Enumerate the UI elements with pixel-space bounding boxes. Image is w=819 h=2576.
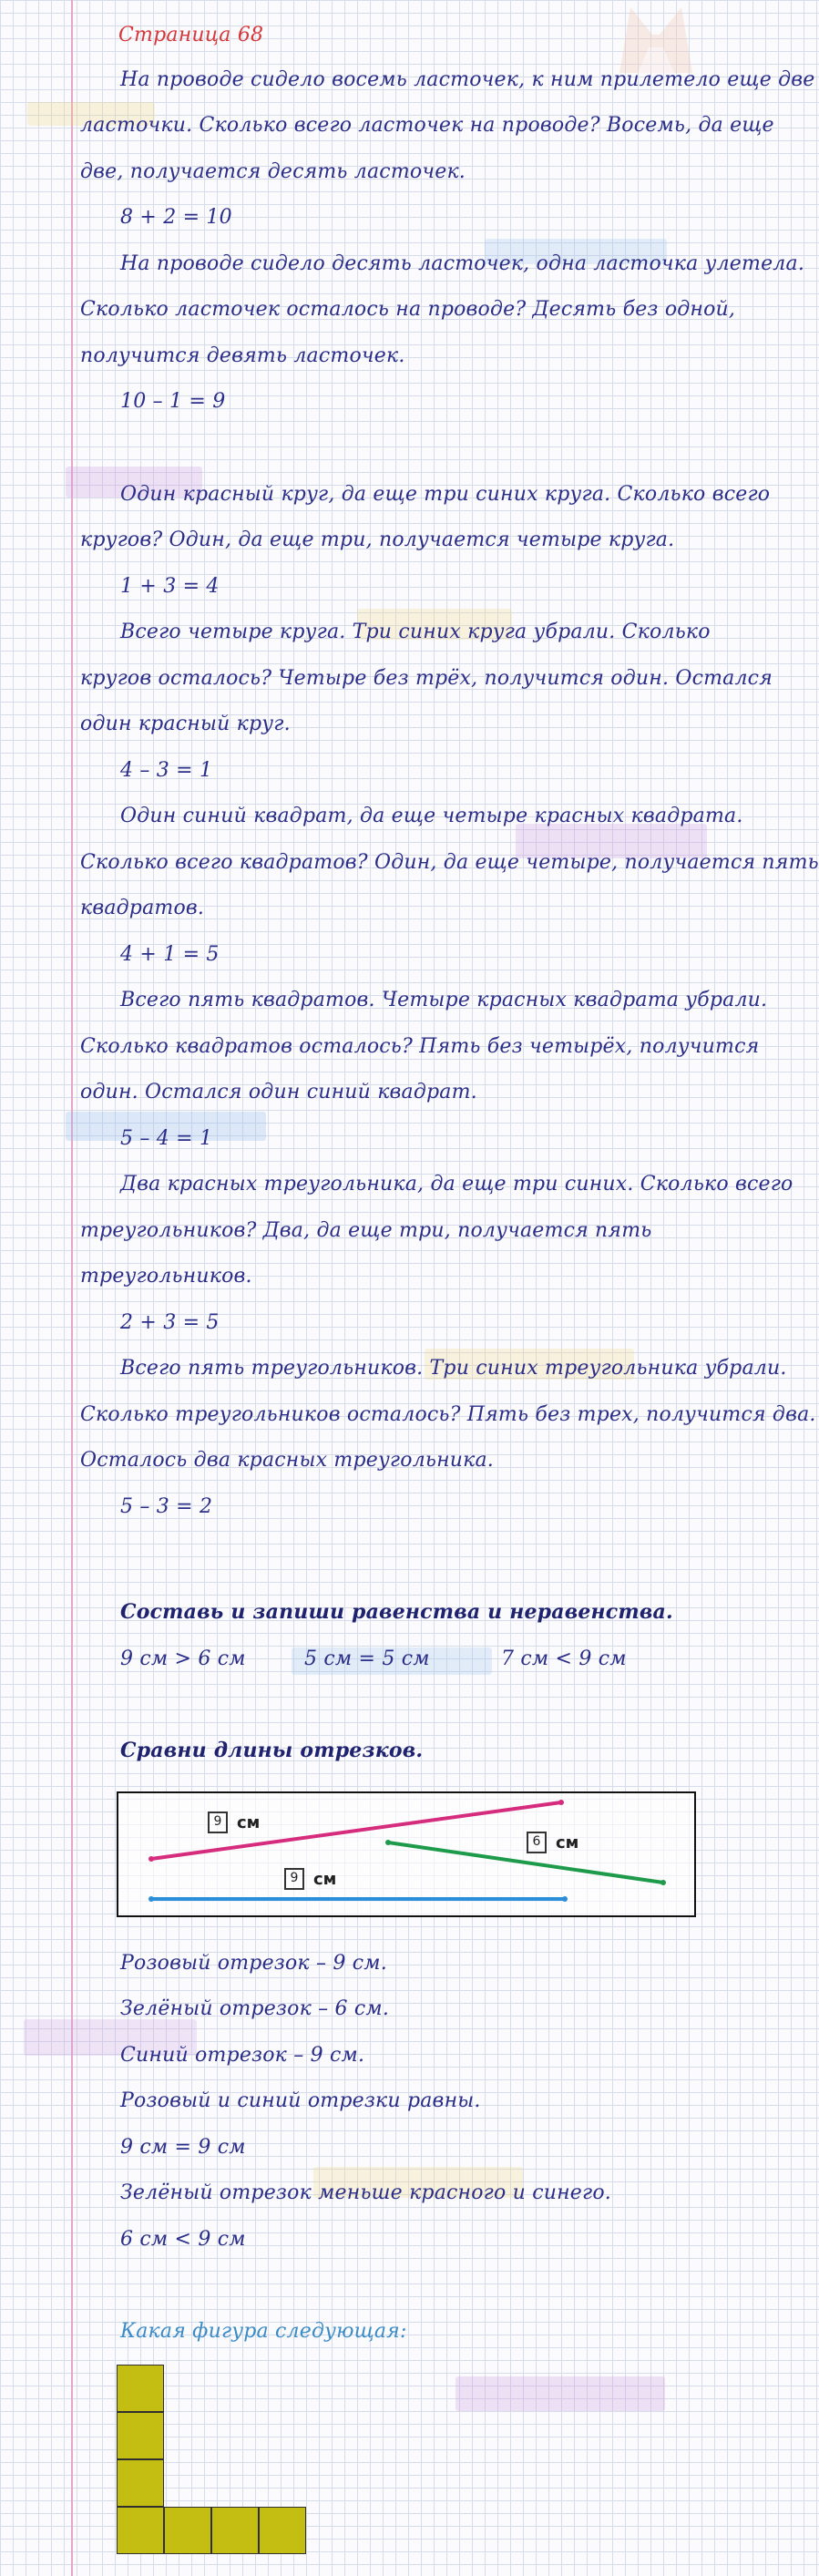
text-line: один. Остался один синий квадрат. bbox=[80, 1081, 477, 1103]
answer-line: Розовый и синий отрезки равны. bbox=[120, 2089, 481, 2112]
fox-logo-icon bbox=[601, 0, 711, 73]
question-heading: Какая фигура следующая: bbox=[120, 2320, 407, 2343]
l-shaped-figure bbox=[117, 2365, 306, 2554]
equation: 6 см < 9 см bbox=[120, 2228, 246, 2251]
equation: 10 – 1 = 9 bbox=[120, 390, 226, 413]
number-box: 9 bbox=[208, 1811, 228, 1833]
figure-cell bbox=[117, 2459, 164, 2507]
text-line: Осталось два красных треугольника. bbox=[80, 1449, 494, 1472]
unit-label: см bbox=[313, 1869, 337, 1889]
text-line: Всего четыре круга. Три синих круга убрали. Сколько bbox=[120, 621, 711, 643]
text-line: треугольников? Два, да еще три, получается пять bbox=[80, 1219, 652, 1242]
figure-cell bbox=[211, 2507, 259, 2554]
segments-figure bbox=[117, 1791, 696, 1917]
segments-drawing bbox=[118, 1793, 694, 1915]
figure-cell bbox=[117, 2412, 164, 2459]
equation: 4 + 1 = 5 bbox=[120, 943, 220, 966]
figure-cell bbox=[164, 2507, 211, 2554]
section-heading: Сравни длины отрезков. bbox=[120, 1739, 424, 1762]
number-box: 9 bbox=[284, 1868, 304, 1890]
text-line: Сколько ласточек осталось на проводе? Десять без одной, bbox=[80, 298, 736, 321]
equality-item: 9 см > 6 см bbox=[120, 1647, 246, 1670]
watermark bbox=[456, 2376, 665, 2411]
equation: 5 – 4 = 1 bbox=[120, 1127, 213, 1150]
text-line: На проводе сидело десять ласточек, одна ласточка улетела. bbox=[120, 252, 805, 275]
green-segment bbox=[388, 1842, 663, 1883]
text-line: Один красный круг, да еще три синих круга. Сколько всего bbox=[120, 483, 771, 506]
text-line: две, получается десять ласточек. bbox=[80, 160, 466, 183]
unit-label: см bbox=[237, 1812, 261, 1832]
answer-line: Синий отрезок – 9 см. bbox=[120, 2044, 365, 2067]
text-line: Сколько квадратов осталось? Пять без четырёх, получится bbox=[80, 1035, 760, 1058]
answer-line: Розовый отрезок – 9 см. bbox=[120, 1952, 387, 1975]
equation: 1 + 3 = 4 bbox=[120, 575, 220, 598]
text-line: На проводе сидело восемь ласточек, к ним прилетело еще две bbox=[120, 68, 815, 91]
section-heading: Составь и запиши равенства и неравенства. bbox=[120, 1600, 673, 1624]
number-box: 6 bbox=[527, 1832, 547, 1853]
text-line: Сколько всего квадратов? Один, да еще четыре, получается пять bbox=[80, 851, 819, 874]
equation: 8 + 2 = 10 bbox=[120, 206, 232, 229]
text-line: Всего пять треугольников. Три синих треугольника убрали. bbox=[120, 1357, 787, 1380]
pink-segment-label bbox=[208, 1811, 260, 1833]
equation: 4 – 3 = 1 bbox=[120, 759, 213, 782]
text-line: Сколько треугольников осталось? Пять без трех, получится два. bbox=[80, 1403, 816, 1426]
answer-line: Зелёный отрезок – 6 см. bbox=[120, 1997, 390, 2020]
equality-item: 5 см = 5 см bbox=[304, 1647, 430, 1670]
text-line: кругов осталось? Четыре без трёх, получится один. Остался bbox=[80, 667, 773, 690]
text-line: Два красных треугольника, да еще три синих. Сколько всего bbox=[120, 1173, 793, 1196]
equation: 5 – 3 = 2 bbox=[120, 1495, 213, 1518]
text-line: ласточки. Сколько всего ласточек на проводе? Восемь, да еще bbox=[80, 114, 774, 137]
page-title: Страница 68 bbox=[118, 24, 264, 46]
text-line: кругов? Один, да еще три, получается четыре круга. bbox=[80, 529, 675, 551]
figure-cell bbox=[117, 2507, 164, 2554]
equation: 2 + 3 = 5 bbox=[120, 1311, 220, 1334]
text-line: Один синий квадрат, да еще четыре красных квадрата. bbox=[120, 805, 743, 827]
unit-label: см bbox=[556, 1832, 579, 1852]
text-line: получится девять ласточек. bbox=[80, 344, 405, 367]
notebook-margin-line bbox=[71, 0, 73, 2576]
blue-segment-label bbox=[284, 1868, 336, 1890]
text-line: треугольников. bbox=[80, 1265, 252, 1288]
answer-line: Зелёный отрезок меньше красного и синего. bbox=[120, 2181, 611, 2204]
text-line: один красный круг. bbox=[80, 713, 291, 735]
text-line: Всего пять квадратов. Четыре красных квадрата убрали. bbox=[120, 989, 768, 1011]
text-line: квадратов. bbox=[80, 897, 205, 919]
figure-cell bbox=[117, 2365, 164, 2412]
figure-cell bbox=[259, 2507, 306, 2554]
equality-item: 7 см < 9 см bbox=[501, 1647, 627, 1670]
green-segment-label bbox=[527, 1832, 578, 1853]
equation: 9 см = 9 см bbox=[120, 2136, 246, 2159]
